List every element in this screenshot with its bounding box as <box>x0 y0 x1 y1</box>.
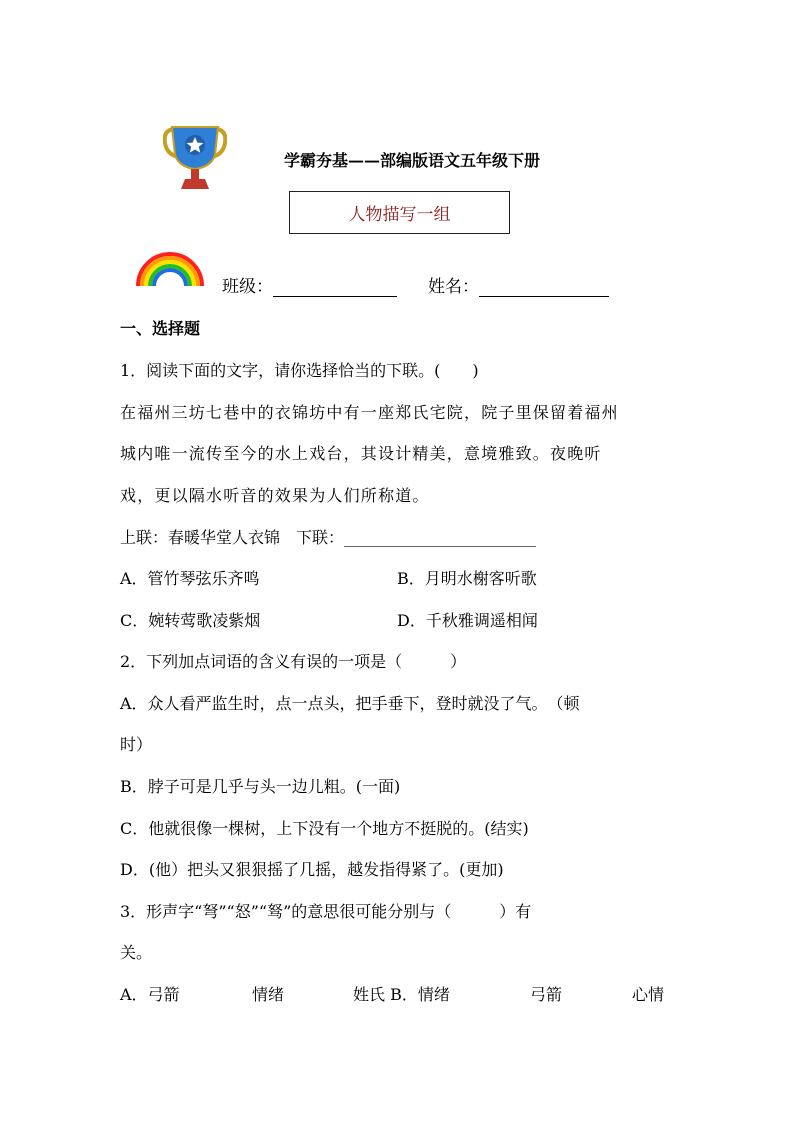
q3-option-b[interactable]: 姓氏 B．情绪 <box>353 985 450 1004</box>
q1-passage-line: 城内唯一流传至今的水上戏台，其设计精美，意境雅致。夜晚听 <box>120 444 602 463</box>
q2-option-a-cont: 时） <box>120 735 153 754</box>
trophy-icon <box>163 125 227 191</box>
name-field <box>428 272 609 297</box>
q1-passage-line: 戏，更以隔水听音的效果为人们所称道。 <box>120 486 430 505</box>
q3-stem-cont: 关。 <box>120 943 153 962</box>
q1-option-a[interactable]: A．管竹琴弦乐齐鸣 <box>120 569 260 588</box>
q1-option-b[interactable]: B．月明水榭客听歌 <box>397 569 537 588</box>
subtitle: 人物描写一组 <box>348 205 451 225</box>
page-title: 学霸夯基——部编版语文五年级下册 <box>284 151 541 170</box>
subtitle-box <box>289 191 510 234</box>
rainbow-icon <box>134 248 206 286</box>
q1-couplet: 上联：春暖华堂人衣锦 下联：________________________ <box>120 528 537 547</box>
name-blank[interactable] <box>479 278 609 297</box>
q2-option-d[interactable]: D．(他）把头又狠狠摇了几摇，越发指得紧了。(更加) <box>120 860 504 879</box>
class-blank[interactable] <box>273 278 397 297</box>
q2-option-a[interactable]: A．众人看严监生时，点一点头，把手垂下，登时就没了气。 （顿 <box>120 694 580 713</box>
q2-stem: 2．下列加点词语的含义有误的一项是（ ） <box>120 652 467 671</box>
section-heading: 一、选择题 <box>120 319 201 338</box>
class-label: 班级： <box>222 277 273 297</box>
q1-passage-line: 在福州三坊七巷中的衣锦坊中有一座郑氏宅院，院子里保留着福州 <box>120 403 619 422</box>
q2-option-b[interactable]: B．脖子可是几乎与头一边儿粗。(一面) <box>120 777 401 796</box>
q3-stem: 3．形声字“弩”“怒”“驽”的意思很可能分别与（ ）有 <box>120 902 532 921</box>
q1-option-d[interactable]: D．千秋雅调遥相闻 <box>397 611 538 630</box>
q3-option-a[interactable]: A．弓箭 <box>120 985 180 1004</box>
q2-option-c[interactable]: C．他就很像一棵树，上下没有一个地方不挺脱的。(结实) <box>120 819 529 838</box>
q1-option-c[interactable]: C．婉转莺歌凌紫烟 <box>120 611 261 630</box>
class-field <box>222 272 397 297</box>
q3-option-text: 心情 <box>632 985 665 1004</box>
q1-stem: 1．阅读下面的文字，请你选择恰当的下联。( ) <box>120 361 479 380</box>
q3-option-text: 弓箭 <box>530 985 563 1004</box>
q3-option-text: 情绪 <box>252 985 285 1004</box>
name-label: 姓名： <box>428 277 479 297</box>
